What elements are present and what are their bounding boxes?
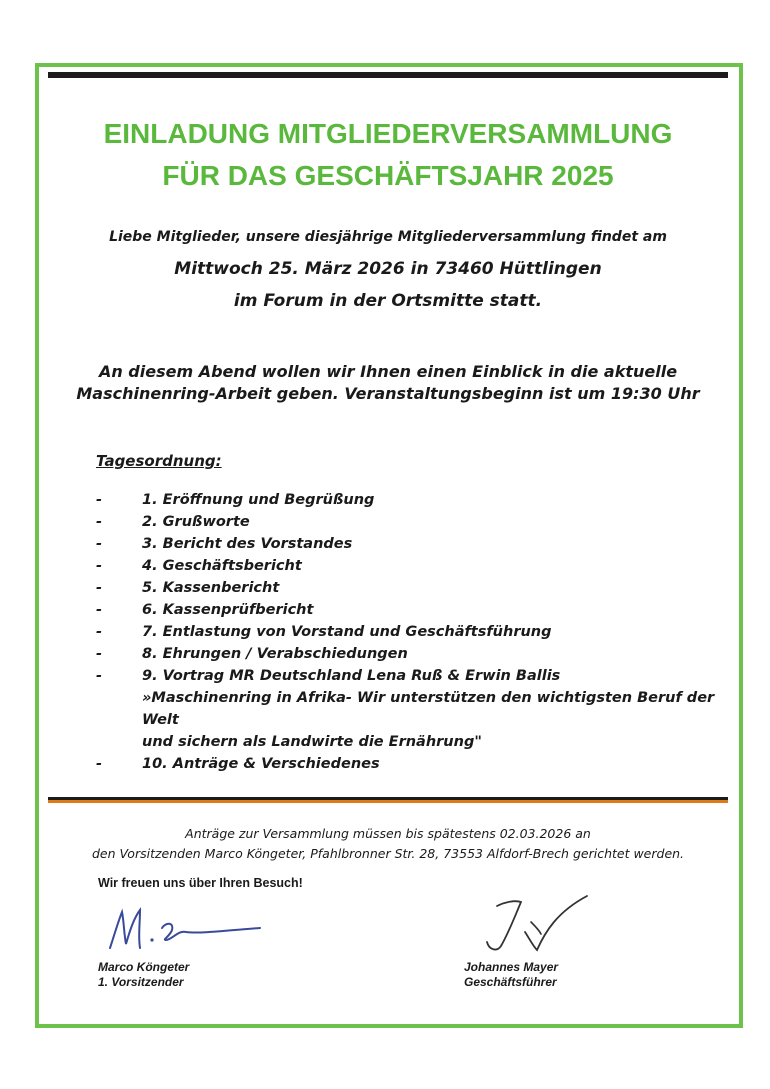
agenda-item <box>96 577 736 599</box>
signature-left <box>100 900 270 956</box>
agenda-item <box>96 753 736 775</box>
notice-line-1: Anträge zur Versammlung müssen bis spätestens 02.03.2026 an <box>185 826 591 841</box>
agenda-item <box>96 555 736 577</box>
title-line-1: EINLADUNG MITGLIEDERVERSAMMLUNG <box>103 118 673 149</box>
agenda-dash: - <box>96 756 103 772</box>
agenda-item-text: 9. Vortrag MR Deutschland Lena Ruß & Erwin Ballis <box>142 668 561 684</box>
agenda-item <box>96 533 736 555</box>
agenda-item-subtitle-1: »Maschinenring in Afrika- Wir unterstützen den wichtigsten Beruf der Welt <box>142 690 715 728</box>
agenda-dash: - <box>96 558 103 574</box>
welcome-text: Wir freuen uns über Ihren Besuch! <box>98 876 303 890</box>
agenda-title: Tagesordnung: <box>96 452 222 470</box>
agenda-item-text: 10. Anträge & Verschiedenes <box>142 756 380 772</box>
intro-text: Liebe Mitglieder, unsere diesjährige Mitgliederversammlung findet am <box>109 229 667 245</box>
signatory-left-role: 1. Vorsitzender <box>98 975 184 989</box>
agenda-item-text: 8. Ehrungen / Verabschiedungen <box>142 646 408 662</box>
agenda-dash: - <box>96 492 103 508</box>
agenda-item-text: 1. Eröffnung und Begrüßung <box>142 492 375 508</box>
agenda-item <box>96 489 736 511</box>
agenda-item <box>96 665 736 753</box>
agenda-dash: - <box>96 646 103 662</box>
notice-line-2: den Vorsitzenden Marco Köngeter, Pfahlbronner Str. 28, 73553 Alfdorf-Brech gerichtet werden. <box>91 846 685 861</box>
signatory-left-name: Marco Köngeter <box>98 960 190 974</box>
agenda-dash: - <box>96 514 103 530</box>
signatory-left <box>98 960 189 990</box>
agenda-dash: - <box>96 668 103 684</box>
signatory-right <box>464 960 558 990</box>
top-divider <box>48 72 728 78</box>
agenda-item <box>96 599 736 621</box>
agenda-item-text: 4. Geschäftsbericht <box>142 558 302 574</box>
agenda-dash: - <box>96 602 103 618</box>
agenda-item <box>96 511 736 533</box>
agenda-item-text: 5. Kassenbericht <box>142 580 280 596</box>
agenda-item <box>96 643 736 665</box>
venue: im Forum in der Ortsmitte statt. <box>233 291 543 311</box>
signatory-right-role: Geschäftsführer <box>464 975 557 989</box>
agenda-list <box>96 489 736 775</box>
evening-line-2: Maschinenring-Arbeit geben. Veranstaltungsbeginn ist um 19:30 Uhr <box>76 384 700 403</box>
agenda-item-text: 7. Entlastung von Vorstand und Geschäftsführung <box>142 624 552 640</box>
agenda-dash: - <box>96 580 103 596</box>
agenda-item-text: 6. Kassenprüfbericht <box>142 602 314 618</box>
agenda-item-text: 2. Grußworte <box>142 514 250 530</box>
agenda-item <box>96 621 736 643</box>
agenda-dash: - <box>96 624 103 640</box>
agenda-dash: - <box>96 536 103 552</box>
title-line-2: FÜR DAS GESCHÄFTSJAHR 2025 <box>162 160 614 191</box>
evening-line-1: An diesem Abend wollen wir Ihnen einen Einblick in die aktuelle <box>98 362 678 381</box>
agenda-item-subtitle-2: und sichern als Landwirte die Ernährung" <box>142 734 482 750</box>
bottom-divider <box>48 797 728 803</box>
evening-text <box>48 361 728 405</box>
date-place: Mittwoch 25. März 2026 in 73460 Hüttlingen <box>174 259 602 279</box>
signatory-right-name: Johannes Mayer <box>464 960 559 974</box>
agenda-item-text: 3. Bericht des Vorstandes <box>142 536 353 552</box>
signature-right <box>475 892 595 958</box>
